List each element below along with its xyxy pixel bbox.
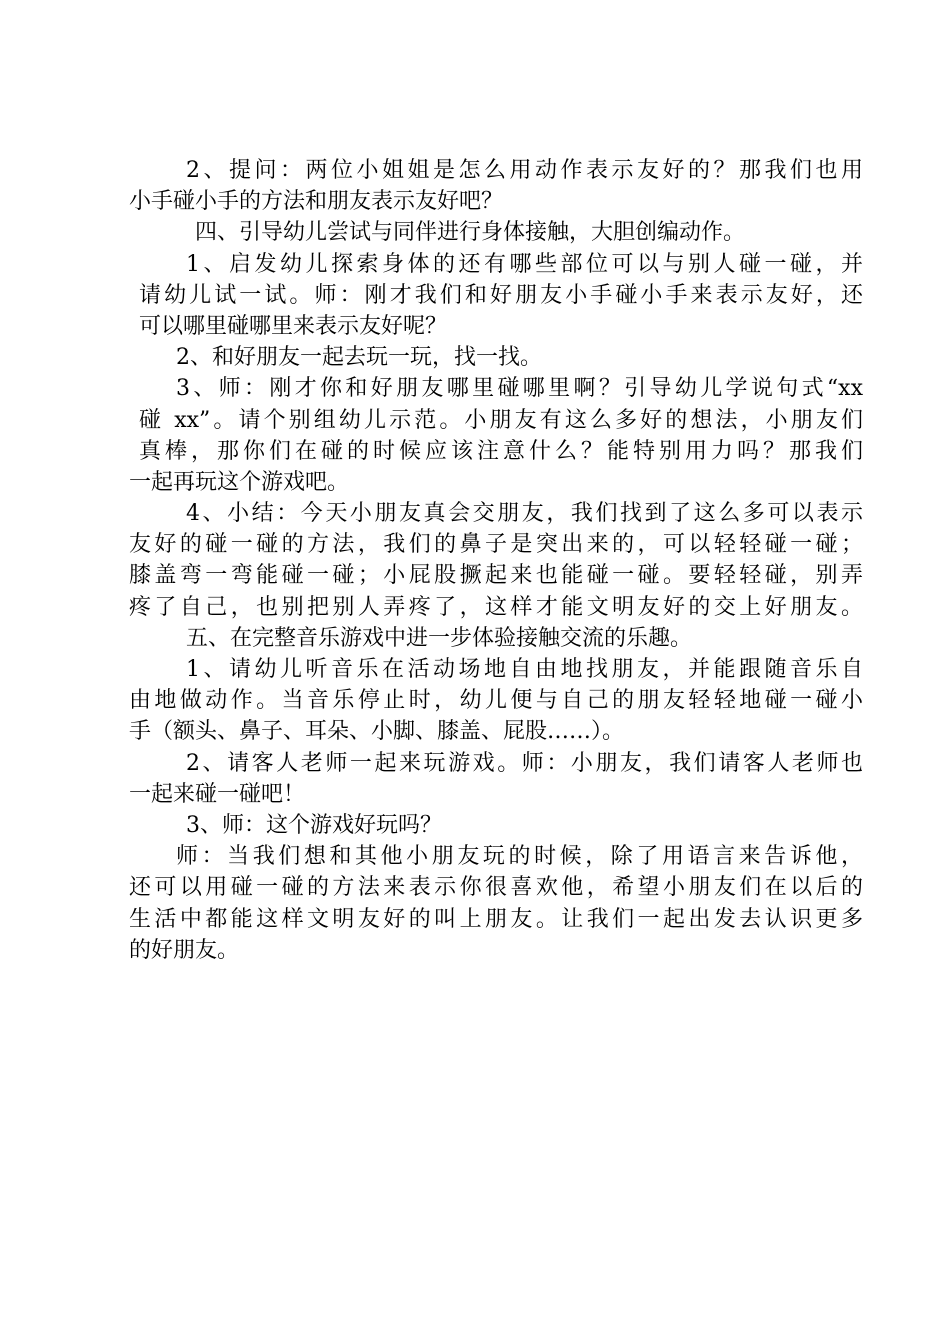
text-line: 还可以用碰一碰的方法来表示你很喜欢他，希望小朋友们在以后的: [129, 875, 863, 901]
text-line: 3、师：刚才你和好朋友哪里碰哪里啊？引导幼儿学说句式“xx: [176, 376, 863, 402]
text-line: 碰 xx”。请个别组幼儿示范。小朋友有这么多好的想法，小朋友们: [139, 407, 863, 433]
text-line: 小手碰小手的方法和朋友表示友好吧？: [129, 189, 504, 215]
text-line: 一起来碰一碰吧！: [129, 781, 306, 807]
text-line: 的好朋友。: [129, 937, 240, 963]
text-line: 可以哪里碰哪里来表示友好呢？: [139, 313, 448, 339]
text-line: 生活中都能这样文明友好的叫上朋友。让我们一起出发去认识更多: [129, 906, 863, 932]
text-line: 1、启发幼儿探索身体的还有哪些部位可以与别人碰一碰，并: [186, 251, 863, 277]
text-line: 友好的碰一碰的方法，我们的鼻子是突出来的，可以轻轻碰一碰；: [129, 532, 863, 558]
text-line: 2、和好朋友一起去玩一玩，找一找。: [176, 345, 542, 371]
text-line: 由地做动作。当音乐停止时，幼儿便与自己的朋友轻轻地碰一碰小: [129, 688, 863, 714]
text-line: 一起再玩这个游戏吧。: [129, 469, 350, 495]
text-line: 膝盖弯一弯能碰一碰；小屁股撅起来也能碰一碰。要轻轻碰，别弄: [129, 563, 863, 589]
section-heading: 四、引导幼儿尝试与同伴进行身体接触，大胆创编动作。: [195, 220, 746, 246]
text-line: 4、小结：今天小朋友真会交朋友，我们找到了这么多可以表示: [186, 501, 863, 527]
text-line: 真棒，那你们在碰的时候应该注意什么？能特别用力吗？那我们: [139, 438, 863, 464]
text-line: 师：当我们想和其他小朋友玩的时候，除了用语言来告诉他，: [176, 844, 863, 870]
text-line: 疼了自己，也别把别人弄疼了，这样才能文明友好的交上好朋友。: [129, 594, 863, 620]
text-line: 手（额头、鼻子、耳朵、小脚、膝盖、屁股……）。: [129, 719, 625, 745]
text-line: 3、师：这个游戏好玩吗？: [186, 812, 442, 838]
text-line: 请幼儿试一试。师：刚才我们和好朋友小手碰小手来表示友好，还: [139, 282, 863, 308]
text-line: 2、提问：两位小姐姐是怎么用动作表示友好的？那我们也用: [186, 158, 863, 183]
text-line: 1、请幼儿听音乐在活动场地自由地找朋友，并能跟随音乐自: [186, 657, 863, 682]
text-line: 2、请客人老师一起来玩游戏。师：小朋友，我们请客人老师也: [186, 750, 863, 776]
document-body: [129, 155, 863, 966]
section-heading: 五、在完整音乐游戏中进一步体验接触交流的乐趣。: [186, 625, 693, 651]
